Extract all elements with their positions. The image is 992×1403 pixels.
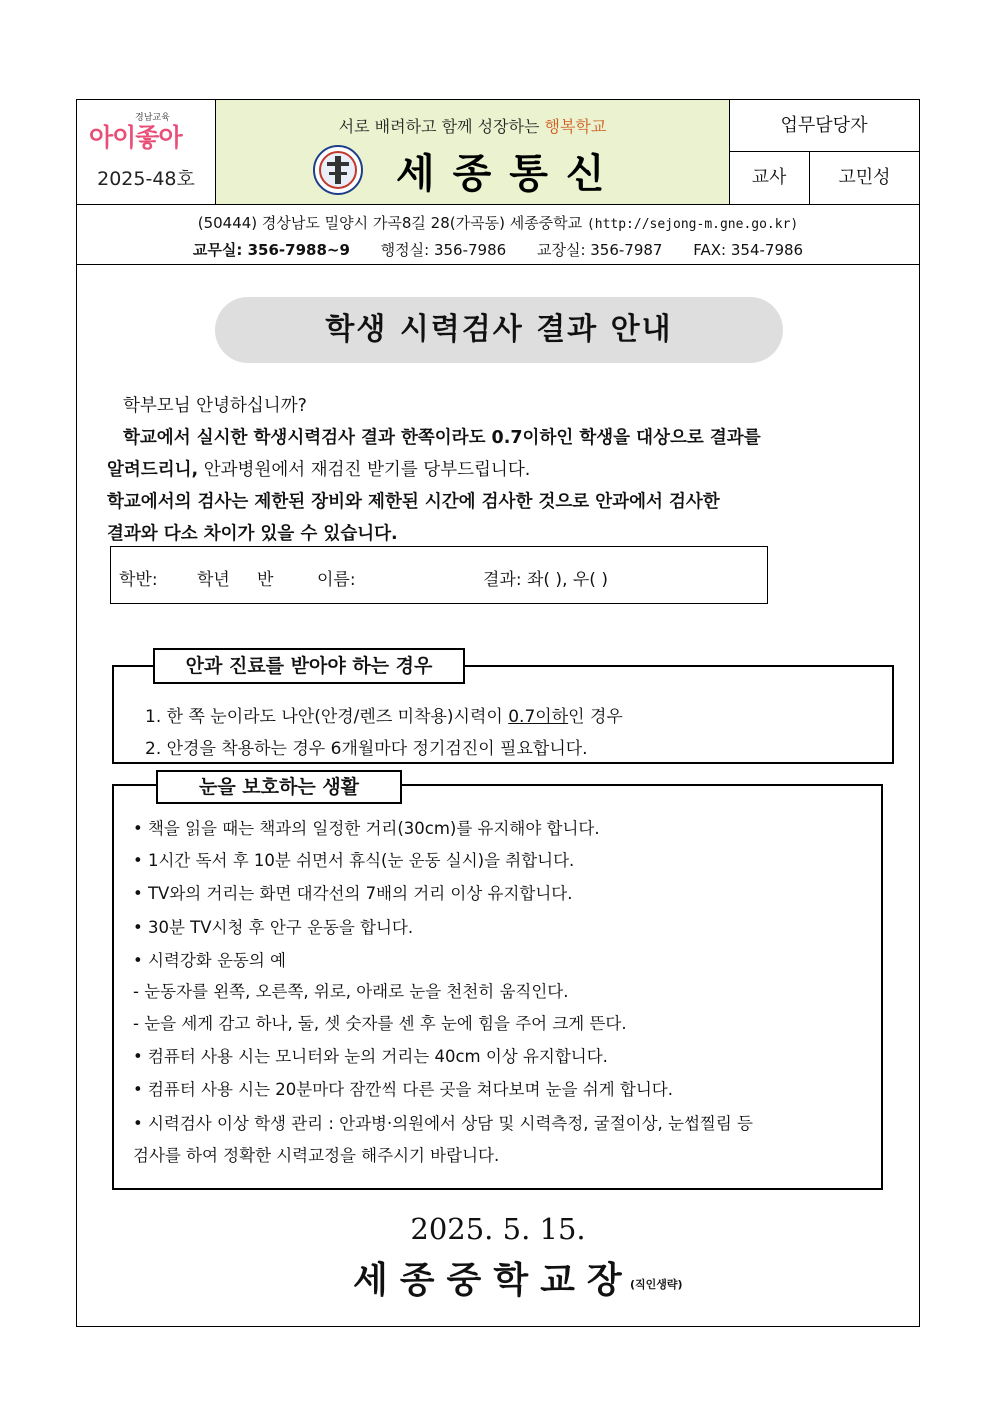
clinic-item-2: 2. 안경을 착용하는 경우 6개월마다 정기검진이 필요합니다.: [145, 739, 588, 759]
document-title-banner: [215, 297, 783, 363]
signer: 세종중학교장: [353, 1259, 634, 1301]
list-item: • TV와의 거리는 화면 대각선의 7배의 거리 이상 유지합니다.: [133, 884, 573, 903]
list-item: • 1시간 독서 후 10분 쉬면서 휴식(눈 운동 실시)을 취합니다.: [133, 851, 575, 870]
school-logo: 아이좋아: [89, 123, 182, 152]
school-url: (http://sejong-m.gne.go.kr): [586, 217, 799, 232]
ban-label: 반: [257, 570, 274, 590]
masthead: [216, 100, 730, 204]
principal-phone: 교장실: 356-7987: [536, 241, 663, 259]
clinic-section-title: 안과 진료를 받아야 하는 경우: [153, 648, 465, 684]
publication-name: 세종통신: [396, 150, 623, 197]
student-info-box: [110, 546, 768, 604]
staff-name: 고민성: [838, 167, 891, 188]
staff-role: 교사: [729, 152, 810, 204]
class-label: 학반:: [119, 570, 158, 590]
issue-date: 2025. 5. 15.: [410, 1212, 586, 1246]
logo-cell: [77, 100, 216, 204]
admin-phone: 행정실: 356-7986: [380, 241, 507, 259]
intro-line-3: 학교에서의 검사는 제한된 장비와 제한된 시간에 검사한 것으로 안과에서 검사한: [107, 492, 720, 512]
contact-numbers: [77, 239, 919, 260]
eye-care-section-title: 눈을 보호하는 생활: [156, 770, 402, 804]
address-bar: [77, 204, 919, 265]
intro-line-2: 알려드리니, 안과병원에서 재검진 받기를 당부드립니다.: [107, 460, 531, 480]
school-address: (50444) 경상남도 밀양시 가곡8길 28(가곡동) 세종중학교 (http://sejong-m.gne.go.kr): [197, 214, 799, 232]
list-item: • 시력강화 운동의 예: [133, 951, 286, 970]
staff-heading: 업무담당자: [729, 100, 919, 152]
fax-number: FAX: 354-7986: [693, 241, 804, 259]
list-item: • 30분 TV시청 후 안구 운동을 합니다.: [133, 918, 414, 937]
greeting: 학부모님 안녕하십니까?: [123, 396, 307, 416]
document-title: 학생 시력검사 결과 안내: [325, 312, 673, 347]
school-emblem-icon: [312, 144, 364, 196]
clinic-item-1: 1. 한 쪽 눈이라도 나안(안경/렌즈 미착용)시력이 0.7이하인 경우: [145, 707, 623, 727]
grade-label: 학년: [197, 570, 230, 590]
list-item: • 컴퓨터 사용 시는 모니터와 눈의 거리는 40cm 이상 유지합니다.: [133, 1047, 608, 1066]
list-item: • 시력검사 이상 학생 관리 : 안과병·의원에서 상담 및 시력측정, 굴절이상, 눈썹찔림 등: [133, 1114, 753, 1133]
staff-table: [729, 100, 919, 204]
threshold-value: 0.7이하: [508, 707, 569, 727]
result-label: 결과: 좌( ), 우( ): [483, 570, 608, 590]
list-item: • 컴퓨터 사용 시는 20분마다 잠깐씩 다른 곳을 쳐다보며 눈을 쉬게 합니다.: [133, 1080, 673, 1099]
list-item: 검사를 하여 정확한 시력교정을 해주시기 바랍니다.: [133, 1146, 500, 1165]
intro-line-4: 결과와 다소 차이가 있을 수 있습니다.: [107, 524, 398, 544]
list-item: - 눈동자를 왼쪽, 오른쪽, 위로, 아래로 눈을 천천히 움직인다.: [133, 982, 569, 1001]
seal-omitted-note: (직인생략): [630, 1278, 683, 1291]
office-phone: 교무실: 356-7988~9: [192, 241, 350, 259]
issue-number: 2025-48호: [97, 168, 195, 190]
newsletter-frame: [76, 99, 920, 1327]
logo-caption: 경남교육: [135, 113, 170, 123]
header: [77, 100, 919, 205]
intro-line-1: 학교에서 실시한 학생시력검사 결과 한쪽이라도 0.7이하인 학생을 대상으로 결과를: [123, 428, 761, 448]
list-item: • 책을 읽을 때는 책과의 일정한 거리(30cm)를 유지해야 합니다.: [133, 819, 600, 838]
slogan: 서로 배려하고 함께 성장하는 행복학교: [338, 117, 607, 136]
slogan-highlight: 행복학교: [544, 117, 607, 136]
list-item: - 눈을 세게 감고 하나, 둘, 셋 숫자를 센 후 눈에 힘을 주어 크게 뜬다.: [133, 1014, 627, 1033]
name-label: 이름:: [317, 570, 356, 590]
